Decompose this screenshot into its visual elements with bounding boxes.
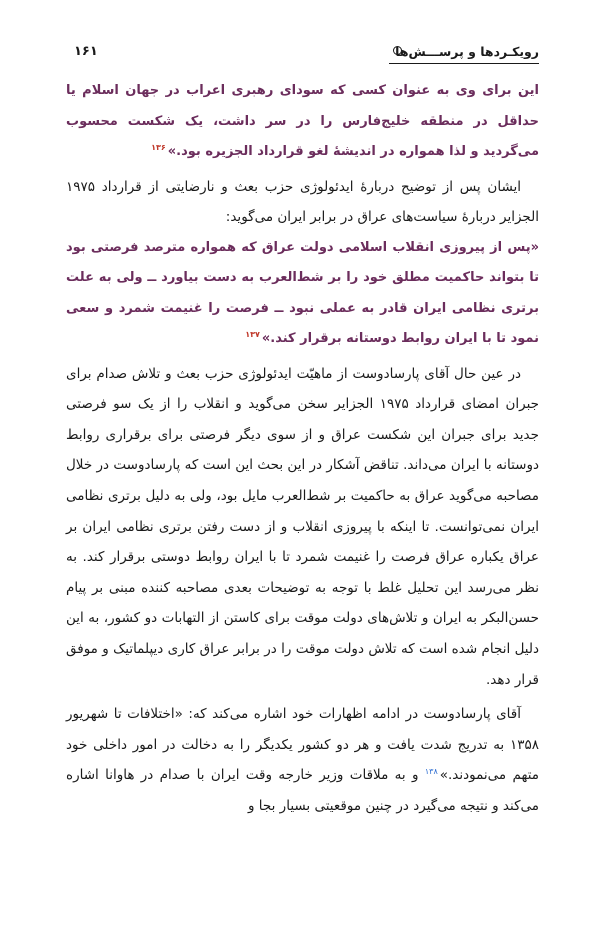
quote-text-span: این برای وی به عنوان کسی که سودای رهبری اعراب در جهان اسلام یا حداقل در منطقه خلیج‌فارس را در سر داشت، یک شکست محسوب می‌گردید و لذا همواره در اندیشهٔ لغو قرارداد الجزیره بود.» [66, 83, 539, 159]
header-rule [389, 63, 539, 64]
page-header [66, 40, 539, 64]
paragraph-text: در عین حال آقای پارسادوست از ماهیّت ایدئولوژی حزب بعث و تلاش صدام برای جبران امضای قرارداد ۱۹۷۵ الجزایر سخن می‌گوید و انقلاب را از یک سو فرصتی جدید برای جبران این شکست عراق و از سوی دیگر فرصتی برای برقراری روابط دوستانه با ایران می‌داند. تناقض آشکار در این بحث این است که پارسادوست در خلال مصاحبه می‌گوید عراق به حاکمیت بر شط‌العرب مایل بود، ولی به دلیل برتری نظامی ایران نمی‌توانست. تا اینکه با پیروزی انقلاب و از دست رفتن برتری نظامی ایران بر عراق یکباره عراق فرصت را غنیمت شمرد تا با ایران روابط دوستی برقرار کند. به نظر می‌رسد این تحلیل غلط با توجه به توضیحات بعدی مصاحبه کننده مبنی بر پیام حسن‌البکر به ایران و تلاش‌های دولت موقت برای کاستن از التهابات دو کشور، به این دلیل انجام شده است که تلاش دولت موقت را در برابر عراق کاری دیپلماتیک و موفق قرار دهد. [66, 365, 539, 688]
footnote-ref[interactable]: ۱۳۶ [151, 142, 166, 152]
paragraph-text: و به ملاقات وزیر خارجه وقت ایران با صدام در هاوانا اشاره می‌کند و نتیجه می‌گیرد در چنین موقعیتی بسیار بجا و [66, 767, 539, 814]
paragraph-text: آقای پارسادوست در ادامه اظهارات خود اشاره می‌کند که: «اختلافات تا شهریور ۱۳۵۸ به تدریج شدت یافت و هر دو کشور یکدیگر را به دخالت در امور داخلی خود متهم می‌نمودند.» [66, 706, 539, 784]
quote-text [66, 233, 539, 355]
quote-text [66, 76, 539, 168]
quote-text-span: «پس از پیروزی انقلاب اسلامی دولت عراق که همواره مترصد فرصتی بود تا بتواند حاکمیت مطلق خود را بر شط‌العرب به دست بیاورد ــ ولی به علت برتری نظامی ایران قادر به عملی نبود ــ فرصت را غنیمت شمرد و سعی نمود تا با ایران روابط دوستانه برقرار کند.» [66, 239, 539, 347]
footnote-ref[interactable]: ۱۳۸ [424, 766, 438, 776]
body-paragraph [66, 359, 539, 696]
page-number: ۱۶۱ [74, 44, 98, 59]
quote-block [66, 233, 539, 355]
page-body [66, 76, 539, 822]
paragraph-text: ایشان پس از توضیح دربارهٔ ایدئولوژی حزب بعث و نارضایتی از قرارداد ۱۹۷۵ الجزایر دربارهٔ سیاست‌های عراق در برابر ایران می‌گوید: [66, 178, 539, 226]
body-paragraph [66, 699, 539, 821]
circle-bullet-icon [393, 46, 402, 55]
body-paragraph [66, 172, 539, 233]
footnote-ref[interactable]: ۱۳۷ [245, 329, 260, 339]
quote-block [66, 76, 539, 168]
running-header-title: رویکـردها و پرســـش‌ها [395, 44, 539, 59]
